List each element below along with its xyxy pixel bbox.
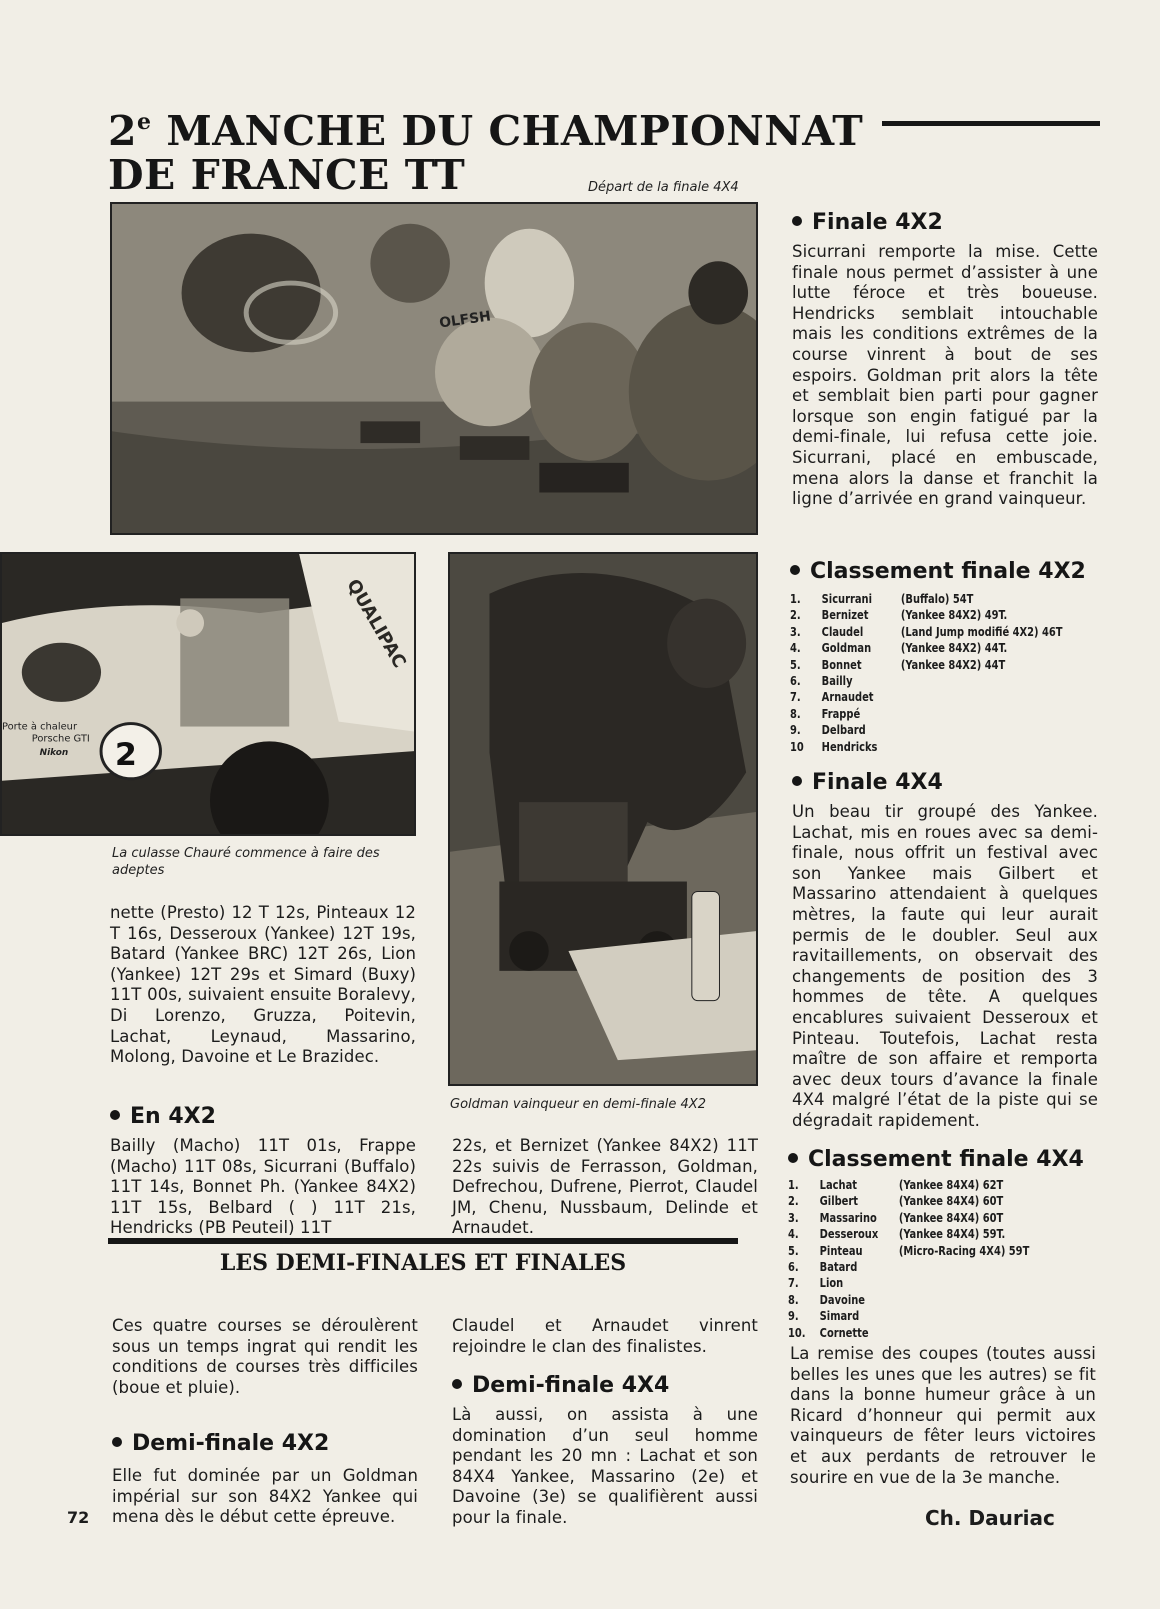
article-title [108,100,1008,197]
ranking-row [790,739,1062,755]
car-result [901,722,1063,738]
car-result: (Yankee 84X2) 44T [900,656,1006,672]
heading-classement-4x4: Classement finale 4X4 [788,1147,1084,1173]
decal-text-2: Porsche GTI [31,733,90,745]
heading-demi-4x2: Demi-finale 4X2 [112,1431,329,1457]
car-result [899,1325,1029,1341]
section-intro: Ces quatre courses se déroulèrent sous un temps ingrat qui rendit les conditions de courses très difficiles (boue et pluie). [112,1316,418,1397]
claudel-paragraph: Claudel et Arnaudet vinrent rejoindre le clan des finalistes. [452,1316,758,1356]
car-result [901,689,1063,705]
car-result [901,673,1063,689]
rank-number: 9. [790,722,801,738]
car-result [899,1275,1029,1291]
photo-start-finale [110,202,758,535]
ranking-row [790,673,1062,689]
driver-name: Arnaudet [821,689,874,705]
section-rule [108,1238,738,1244]
finale-4x2-paragraph: Sicurrani remporte la mise. Cette finale nous permet d’assister à une lutte féroce et très boueuse. Hendricks semblait intouchable mais les conditions extrêmes de la course vinrent à bout de ses espoirs. Goldman prit alors la tête et semblait bien parti pour gagner lorsque son engin fatigué par la demi-finale, lui refusa cette joie. Sicurrani, placé en embuscade, mena alors la danse et franchit la ligne d’arrivée en grand vainqueur. [792,242,1098,509]
driver-name: Hendricks [821,738,878,754]
rank-number: 3. [790,623,801,639]
decal-text-1: Porte à chaleur [2,721,78,733]
driver-name: Davoine [819,1291,865,1307]
driver-name: Bailly [821,673,853,689]
caption-left-photo: La culasse Chauré commence à faire des adeptes [112,846,380,878]
driver-name: Sicurrani [821,591,872,606]
rank-number: 8. [788,1291,799,1307]
bullet-icon [792,216,802,226]
closing-paragraph: La remise des coupes (toutes aussi belles les unes que les autres) se fit dans la bonne humeur grâce à un Ricard d’honneur qui permit aux vainqueurs de fêter leurs victoires et aux perdants de retrouver le sourire en vue de la 3e manche. [790,1344,1096,1487]
page-number: 72 [67,1508,90,1527]
car-result: (Micro-Racing 4X4) 59T [898,1242,1030,1258]
rank-number: 6. [790,673,801,689]
en-4x2-paragraph: Bailly (Macho) 11T 01s, Frappe (Macho) 11T 08s, Sicurrani (Buffalo) 11T 14s, Bonnet Ph. (Yankee 84X2) 11T 15s, Belbard ( ) 11T 21s, Hendricks (PB Peuteil) 11T [110,1136,416,1238]
ranking-row [788,1226,1029,1242]
car-result: (Yankee 84X4) 60T [898,1193,1004,1209]
caption-top-photo: Départ de la finale 4X4 [588,180,739,195]
rank-number: 2. [790,607,801,623]
driver-name: Batard [819,1259,858,1275]
demi-4x2-paragraph: Elle fut dominée par un Goldman impérial sur son 84X2 Yankee qui mena dès le début cette épreuve. [112,1466,418,1527]
ranking-row [788,1243,1029,1259]
demi-4x4-paragraph: Là aussi, on assista à une domination d’un seul homme pendant les 20 mn : Lachat et son 84X4 Yankee, Massarino (2e) et Davoine (3e) se qualifièrent aussi pour la finale. [452,1405,758,1527]
driver-name: Bernizet [821,607,869,623]
bullet-icon [110,1110,120,1120]
driver-name: Pinteau [819,1242,863,1258]
ranking-row [788,1210,1029,1226]
ranking-row [790,689,1062,705]
rank-number: 5. [790,656,801,672]
car-result [899,1292,1029,1308]
bullet-icon [452,1379,462,1389]
title-line2: DE FRANCE TT [108,151,466,199]
rank-number: 1. [790,591,801,606]
rank-number: 6. [788,1259,799,1275]
title-line1: MANCHE DU CHAMPIONNAT [166,107,864,155]
finale-4x4-paragraph: Un beau tir groupé des Yankee. Lachat, mis en roues avec sa demi-finale, nous offrit un festival avec son Yankee mais Gilbert et Massarino attendaient à quelques mètres, la faute qui leur aurait permis de le doubler. Seul aux ravitaillements, on observait des changements de position des 3 hommes de tête. A quelques encablures suivaient Desseroux et Pinteau. Toutefois, Lachat resta maître de son affaire et remporta avec deux tours d’avance la finale 4X4 malgré l’état de la piste qui se dégradait rapidement. [792,802,1098,1130]
ranking-row [790,722,1062,738]
car-result: (Yankee 84X2) 49T. [900,607,1008,623]
car-result: (Yankee 84X4) 59T. [898,1226,1006,1242]
rank-number: 9. [788,1308,799,1324]
rank-number: 2. [788,1193,799,1209]
car-result [899,1259,1029,1275]
driver-name: Cornette [819,1324,869,1340]
ranking-row [788,1275,1029,1291]
continuation-paragraph: 22s, et Bernizet (Yankee 84X2) 11T 22s suivis de Ferrasson, Goldman, Defrechou, Dufrene, Pierrot, Claudel JM, Chenu, Nussbaum, Delinde et Arnaudet. [452,1136,758,1238]
ranking-row [790,624,1062,640]
ranking-row [790,640,1062,656]
photo-culasse [0,552,416,836]
rank-number: 8. [790,705,801,721]
rank-number: 1. [788,1177,799,1192]
rank-number: 4. [788,1226,799,1242]
car-result: (Yankee 84X4) 62T [898,1177,1004,1192]
bullet-icon [792,776,802,786]
decal-text-3: Nikon [39,748,69,759]
rank-number: 7. [788,1275,799,1291]
rank-number: 10 [790,738,804,754]
driver-name: Lion [819,1275,844,1291]
car-result: (Yankee 84X4) 60T [898,1209,1004,1225]
driver-name: Desseroux [819,1226,879,1242]
author-signature: Ch. Dauriac [925,1506,1055,1530]
rank-number: 7. [790,689,801,705]
ranking-row [790,591,1062,607]
bullet-icon [790,565,800,575]
driver-name: Bonnet [821,656,862,672]
heading-en-4x2: En 4X2 [110,1104,216,1130]
driver-name: Simard [819,1308,860,1324]
bullet-icon [112,1437,122,1447]
rank-number: 4. [790,640,801,656]
car-result [901,739,1063,755]
sticker-qualipac: QUALIPAC [342,575,411,672]
ranking-row [788,1308,1029,1324]
ranking-row [788,1193,1029,1209]
photo-goldman [448,552,758,1086]
driver-name: Gilbert [819,1193,859,1209]
section-heading: LES DEMI-FINALES ET FINALES [219,1250,627,1276]
heading-demi-4x4: Demi-finale 4X4 [452,1373,669,1399]
car-result [899,1308,1029,1324]
caption-mid-photo: Goldman vainqueur en demi-finale 4X2 [450,1097,706,1112]
classement-4x2-table [790,591,1100,755]
title-rule [882,121,1100,126]
car-result [901,706,1063,722]
bullet-icon [788,1153,798,1163]
heading-classement-4x2: Classement finale 4X2 [790,559,1086,585]
ranking-row [788,1259,1029,1275]
car-result: (Land Jump modifié 4X2) 46T [900,623,1063,639]
classement-4x4-table [788,1177,1062,1341]
rank-number: 10. [788,1324,806,1340]
ranking-row [788,1325,1029,1341]
heading-finale-4x4: Finale 4X4 [792,770,943,796]
heading-finale-4x2: Finale 4X2 [792,210,943,236]
title-number: 2 [108,107,138,155]
shirt-text: OLFSH [438,308,492,332]
driver-name: Lachat [819,1177,857,1192]
title-superscript: e [137,109,152,135]
driver-name: Massarino [819,1209,877,1225]
driver-name: Delbard [821,722,866,738]
driver-name: Frappé [821,705,861,721]
rank-number: 3. [788,1209,799,1225]
ranking-row [788,1177,1029,1193]
rank-number: 5. [788,1242,799,1258]
driver-name: Claudel [821,623,864,639]
car-result: (Buffalo) 54T [900,591,974,606]
car-number: 2 [114,737,137,773]
ranking-row [790,657,1062,673]
ranking-row [790,706,1062,722]
driver-name: Goldman [821,640,872,656]
results-paragraph: nette (Presto) 12 T 12s, Pinteaux 12 T 16s, Desseroux (Yankee) 12T 19s, Batard (Yankee BRC) 12T 26s, Lion (Yankee) 12T 29s et Simard (Buxy) 11T 00s, suivaient ensuite Boralevy, Di Lorenzo, Gruzza, Poitevin, Lachat, Leynaud, Massarino, Molong, Davoine et Le Brazidec. [110,903,416,1067]
ranking-row [790,607,1062,623]
ranking-row [788,1292,1029,1308]
car-result: (Yankee 84X2) 44T. [900,640,1008,656]
